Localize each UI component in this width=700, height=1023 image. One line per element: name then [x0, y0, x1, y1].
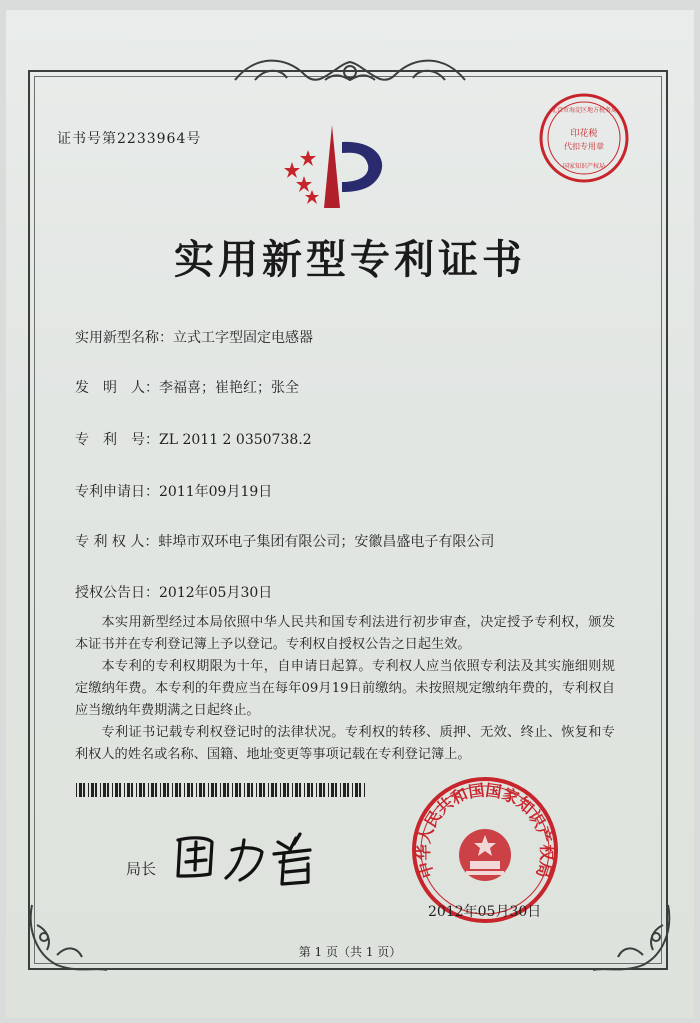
field-label: 专利申请日： — [75, 484, 159, 500]
paragraph: 本专利的专利权期限为十年，自申请日起算。专利权人应当依照专利法及其实施细则规定缴纳年费。本专利的年费应当在每年09月19日前缴纳。未按照规定缴纳年费的，专利权自应当缴纳年费期满之日起终止。 — [75, 659, 615, 718]
bottom-left-ornament-icon — [22, 895, 112, 980]
field-value: ZL 2011 2 0350738.2 — [159, 432, 312, 448]
field-patent-number — [75, 429, 312, 449]
field-label: 专 利 权 人： — [75, 534, 159, 550]
bottom-right-ornament-icon — [588, 895, 678, 980]
field-label: 专 利 号： — [75, 432, 159, 448]
certificate-body-text — [75, 612, 615, 766]
patent-office-logo-icon — [280, 120, 395, 215]
paragraph: 本实用新型经过本局依照中华人民共和国专利法进行初步审查，决定授予专利权，颁发本证书并在专利登记簿上予以登记。专利权自授权公告之日起生效。 — [75, 615, 615, 652]
tax-stamp-seal-icon — [538, 92, 630, 184]
top-ornament-icon — [225, 50, 475, 95]
field-application-date — [75, 481, 272, 501]
field-utility-model-name — [75, 327, 313, 347]
field-grant-date — [75, 582, 272, 602]
svg-text:印花税: 印花税 — [570, 129, 598, 139]
field-label: 发 明 人： — [75, 380, 159, 396]
field-value: 2012年05月30日 — [159, 585, 273, 601]
svg-text:北京市海淀区地方税务局: 北京市海淀区地方税务局 — [550, 107, 618, 114]
certificate-number: 证书号第2233964号 — [57, 131, 202, 147]
issue-date: 2012年05月30日 — [428, 904, 542, 920]
paragraph: 专利证书记载专利权登记时的法律状况。专利权的转移、质押、无效、终止、恢复和专利权人的姓名或名称、国籍、地址变更等事项记载在专利登记簿上。 — [75, 725, 615, 762]
field-inventors — [75, 377, 299, 397]
svg-text:代扣专用章: 代扣专用章 — [564, 142, 604, 151]
svg-text:中华人民共和国国家知识产权局: 中华人民共和国国家知识产权局 — [413, 780, 557, 881]
director-label: 局长 — [126, 860, 157, 878]
field-value: 蚌埠市双环电子集团有限公司；安徽昌盛电子有限公司 — [158, 534, 495, 550]
page-number: 第 1 页（共 1 页） — [298, 945, 402, 959]
field-label: 实用新型名称： — [75, 330, 173, 346]
barcode-icon — [76, 783, 366, 797]
director-signature-icon — [170, 826, 340, 890]
field-value: 2011年09月19日 — [159, 484, 273, 500]
field-value: 李福喜；崔艳红；张全 — [159, 380, 299, 396]
svg-text:国家知识产权局: 国家知识产权局 — [562, 163, 606, 170]
field-patentee — [75, 531, 494, 551]
certificate-title: 实用新型专利证书 — [174, 236, 526, 283]
field-value: 立式工字型固定电感器 — [173, 330, 313, 346]
field-label: 授权公告日： — [75, 585, 159, 601]
